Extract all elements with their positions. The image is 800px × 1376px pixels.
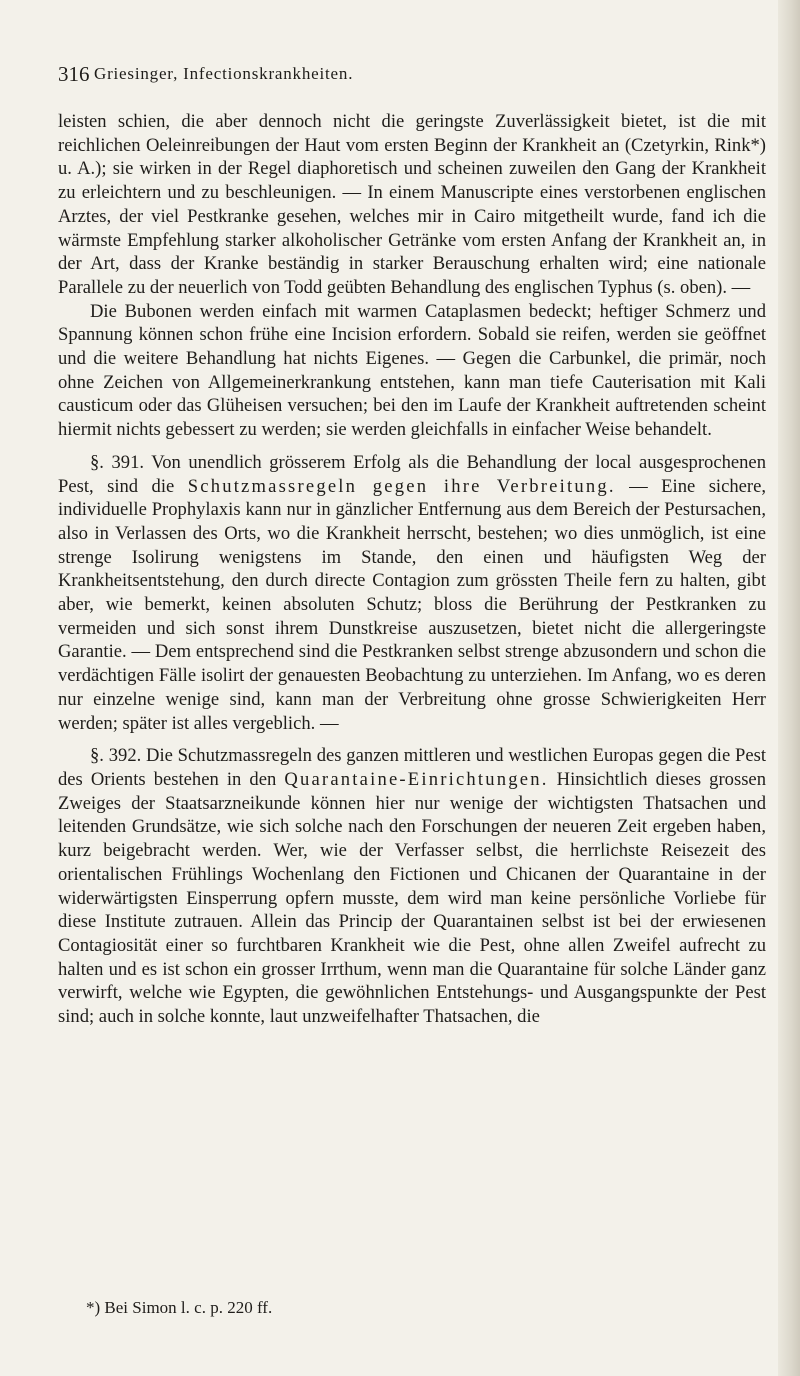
paragraph-text: — Eine sichere, individuelle Prophylaxis kann nur in gänzlicher Entfernung aus dem Bereich der Pestursachen, also in Verlassen des Orts, wo die Krankheit herrscht, bestehen; wo dies unmöglich, ist eine strenge Isolirung wenigstens im Stande, den einen und häufigsten Weg der Krankheitsentstehung, den durch directe Contagion zum grössten Theile fern zu halten, gibt aber, wie bemerkt, keinen absoluten Schutz; bloss die Berührung der Pestkranken zu vermeiden und sich sonst ihrem Dunstkreise auszusetzen, bietet nicht die allergeringste Garantie. — Dem entsprechend sind die Pestkranken selbst strenge abzusondern und schon die verdächtigen Fälle isolirt der genauesten Beobachtung zu unterziehen. Im Anfang, wo es deren nur einzelne wenige sind, kann man der Verbreitung ohne grosse Schwierigkeiten Herr werden; später ist alles vergeblich. — [58,475,766,734]
page-header [58,62,758,90]
paragraph-text: leisten schien, die aber dennoch nicht die geringste Zuverlässigkeit bietet, ist die mit reichlichen Oeleinreibungen der Haut vom ersten Beginn der Krankheit an (Czetyrkin, Rink*) u. A.); sie wirken in der Regel diaphoretisch und scheinen zuweilen den Gang der Krankheit zu erleichtern und zu beschleunigen. — In einem Manuscripte eines verstorbenen englischen Arztes, der viel Pestkranke gesehen, welches mir in Cairo mitgetheilt wurde, fand ich die wärmste Empfehlung starker alkoholischer Getränke vom ersten Anfang der Krankheit an, in der Art, dass der Kranke beständig in starker Berauschung erhalten wird; eine nationale Parallele zu der neuerlich von Todd geübten Behandlung des englischen Typhus (s. oben). — [58,111,766,298]
paragraph-text: §. 392. Die Schutzmassregeln des ganzen mittleren und westlichen Europas gegen die Pest des Orients bestehen in den [58,745,766,790]
spaced-emphasis: Quarantaine-Einrichtungen. [284,768,549,790]
section-392 [58,744,766,1028]
paragraph-text: Hinsichtlich dieses grossen Zweiges der Staatsarzneikunde können hier nur wenige der wichtigsten Thatsachen und leitenden Grundsätze, wie sich solche nach den Forschungen der neueren Zeit ergeben haben, kurz beigebracht werden. Wer, wie der Verfasser selbst, die herrlichste Reisezeit des orientalischen Frühlings Wochenlang den Fictionen und Chicanen der Quarantaine in der widerwärtigsten Einsperrung opfern musste, dem wird man keine persönliche Vorliebe für diese Institute zutrauen. Allein das Princip der Quarantainen selbst ist bei der erwiesenen Contagiosität einer so furchtbaren Krankheit wie die Pest, ohne allen Zweifel aufrecht zu halten und es ist schon ein grosser Irrthum, wenn man die Quarantaine für solche Länder ganz verwirft, welche wie Egypten, die gewöhnlichen Entstehungs- und Ausgangspunkte der Pest sind; auch in solche konnte, laut unzweifelhafter Thatsachen, die [58,768,766,1028]
page-edge-shadow [778,0,800,1376]
page-number: 316 [58,62,90,86]
paragraph-text: §. 391. Von unendlich grösserem Erfolg als die Behandlung der local ausgesprochenen Pest, sind die [58,451,766,497]
section-391 [58,451,766,735]
spaced-emphasis: Schutzmassregeln gegen ihre Verbreitung. [187,475,616,497]
running-title: Griesinger, Infectionskrankheiten. [94,64,354,83]
paragraph-text: Die Bubonen werden einfach mit warmen Cataplasmen bedeckt; heftiger Schmerz und Spannung können schon frühe eine Incision erfordern. Sobald sie reifen, werden sie geöffnet und die weitere Behandlung hat nichts Eigenes. — Gegen die Carbunkel, die primär, noch ohne Zeichen von Allgemeinerkrankung entstehen, kann man tiefe Cauterisation mit Kali causticum oder das Glüheisen versuchen; bei den im Laufe der Krankheit auftretenden scheint hiermit nichts gebessert zu werden; sie werden gleichfalls in einfacher Weise behandelt. [58,300,766,441]
main-text [58,110,766,1029]
paragraph-continuation [58,110,766,300]
footnote: *) Bei Simon l. c. p. 220 ff. [86,1298,273,1317]
paragraph-bubonen [58,300,766,442]
